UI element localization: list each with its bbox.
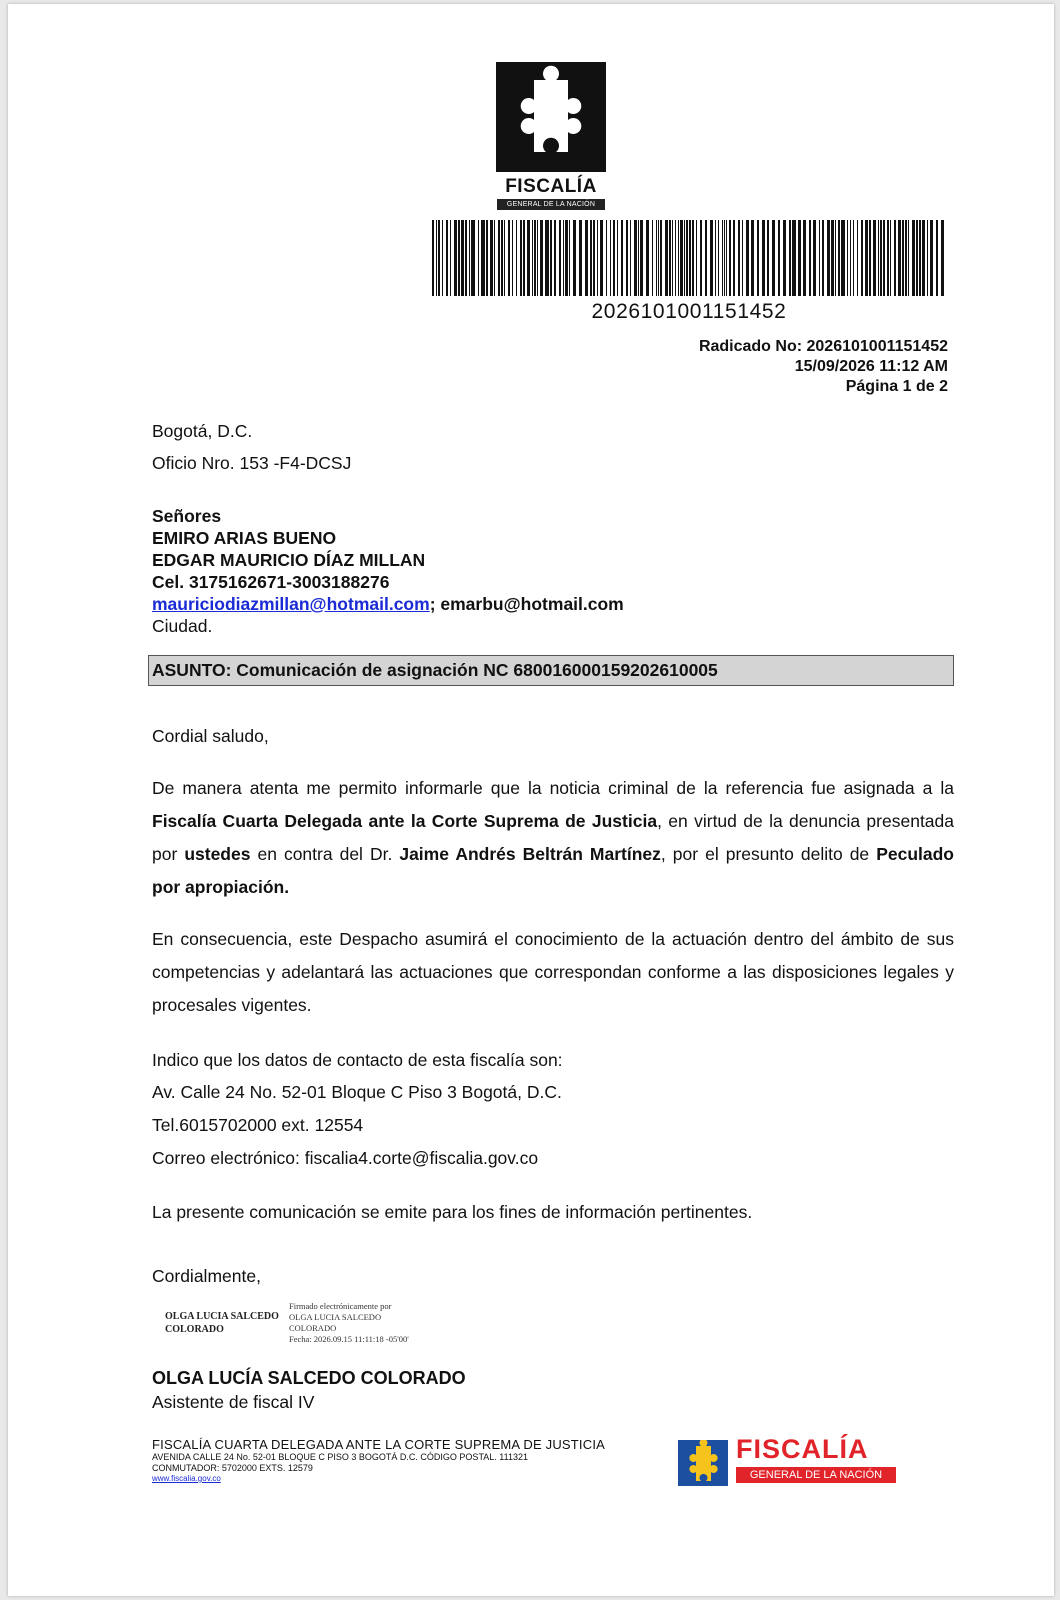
recipients-salutation: Señores: [152, 506, 222, 526]
puzzle-piece-icon: [678, 1440, 728, 1486]
letter-city: Bogotá, D.C.: [152, 421, 253, 441]
p1-accused-name: Jaime Andrés Beltrán Martínez: [399, 844, 661, 864]
recipient-name-2: EDGAR MAURICIO DÍAZ MILLAN: [152, 550, 426, 570]
email-separator: ;: [429, 594, 441, 614]
radicado-block: [699, 337, 948, 397]
barcode: [432, 220, 946, 296]
footer-logo-emblem: [678, 1440, 728, 1486]
p1-text-a: De manera atenta me permito informarle que la noticia criminal de la referencia fue asignada a la: [152, 778, 954, 798]
contact-address: Av. Calle 24 No. 52-01 Bloque C Piso 3 Bogotá, D.C.: [152, 1082, 562, 1102]
footer-switchboard: CONMUTADOR: 5702000 EXTS. 12579: [152, 1463, 313, 1473]
signature-stamp-signer-line2: COLORADO: [289, 1323, 337, 1333]
signature-stamp-label: Firmado electrónicamente por: [289, 1301, 392, 1311]
p1-offense: Peculado por apropiación.: [152, 844, 954, 897]
signer-role: Asistente de fiscal IV: [152, 1392, 315, 1412]
radicado-number: Radicado No: 2026101001151452: [698, 338, 948, 355]
footer-logo-name: FISCALÍA: [736, 1434, 869, 1464]
p1-text-c: , en virtud de la denuncia presentada por: [152, 811, 955, 864]
footer-address: AVENIDA CALLE 24 No. 52-01 BLOQUE C PISO 3 BOGOTÁ D.C. CÓDIGO POSTAL. 111321: [152, 1452, 528, 1462]
footer-block: [152, 1437, 605, 1483]
logo-subtitle: GENERAL DE LA NACIÓN: [497, 199, 605, 210]
footer-website-link[interactable]: www.fiscalia.gov.co: [152, 1474, 221, 1483]
footer-office: FISCALÍA CUARTA DELEGADA ANTE LA CORTE SUPREMA DE JUSTICIA: [152, 1437, 606, 1452]
recipient-email-link-1[interactable]: mauriciodiazmillan@hotmail.com: [152, 594, 430, 614]
barcode-number: 2026101001151452: [591, 300, 787, 323]
recipient-city: Ciudad.: [152, 616, 213, 636]
signature-stamp-date: Fecha: 2026.09.15 11:11:18 -05'00': [289, 1334, 409, 1344]
contact-email: Correo electrónico: fiscalia4.corte@fiscalia.gov.co: [152, 1148, 539, 1168]
contact-phone: Tel.6015702000 ext. 12554: [152, 1115, 364, 1135]
subject-box: [148, 655, 954, 686]
paragraph-assignment: [152, 772, 954, 904]
recipient-emails: [152, 593, 624, 615]
recipient-name-1: EMIRO ARIAS BUENO: [152, 528, 337, 548]
paragraph-consequence: En consecuencia, este Despacho asumirá el conocimiento de la actuación dentro del ámbito de sus competencias y adelantará las actuaciones que correspondan conforme a las disposiciones legales y procesales vigentes.: [152, 929, 954, 1015]
closing-note: La presente comunicación se emite para los fines de información pertinentes.: [152, 1202, 753, 1222]
oficio-number: Oficio Nro. 153 -F4-DCSJ: [152, 453, 352, 473]
p1-text-e: en contra del Dr.: [250, 844, 400, 864]
p1-ustedes: ustedes: [184, 844, 251, 864]
signature-stamp-name-line2: COLORADO: [165, 1324, 224, 1335]
recipient-email-2: emarbu@hotmail.com: [440, 594, 624, 614]
contact-intro: Indico que los datos de contacto de esta fiscalía son:: [152, 1050, 563, 1070]
logo-name: FISCALÍA: [505, 176, 597, 197]
page-number: Página 1 de 2: [845, 378, 948, 395]
p1-text-g: , por el presunto delito de: [660, 844, 877, 864]
signature-stamp-name: [165, 1310, 279, 1336]
radicado-datetime: 15/09/2026 11:12 AM: [794, 358, 948, 375]
recipients-block: [152, 505, 624, 637]
puzzle-piece-icon: [496, 62, 606, 172]
signature-stamp-signer-line1: OLGA LUCIA SALCEDO: [289, 1312, 382, 1322]
signer-name: OLGA LUCÍA SALCEDO COLORADO: [152, 1368, 466, 1388]
subject-text: ASUNTO: Comunicación de asignación NC 680016000159202610005: [152, 660, 718, 680]
fiscalia-logo: [496, 62, 606, 172]
recipient-phone: Cel. 3175162671-3003188276: [152, 572, 390, 592]
signature-stamp-name-line1: OLGA LUCIA SALCEDO: [165, 1311, 279, 1322]
greeting: Cordial saludo,: [152, 726, 269, 746]
p1-office-name: Fiscalía Cuarta Delegada ante la Corte Suprema de Justicia: [152, 811, 658, 831]
closing: Cordialmente,: [152, 1266, 261, 1286]
footer-logo-subtitle: GENERAL DE LA NACIÓN: [736, 1467, 896, 1483]
signature-stamp-details: [289, 1301, 409, 1345]
